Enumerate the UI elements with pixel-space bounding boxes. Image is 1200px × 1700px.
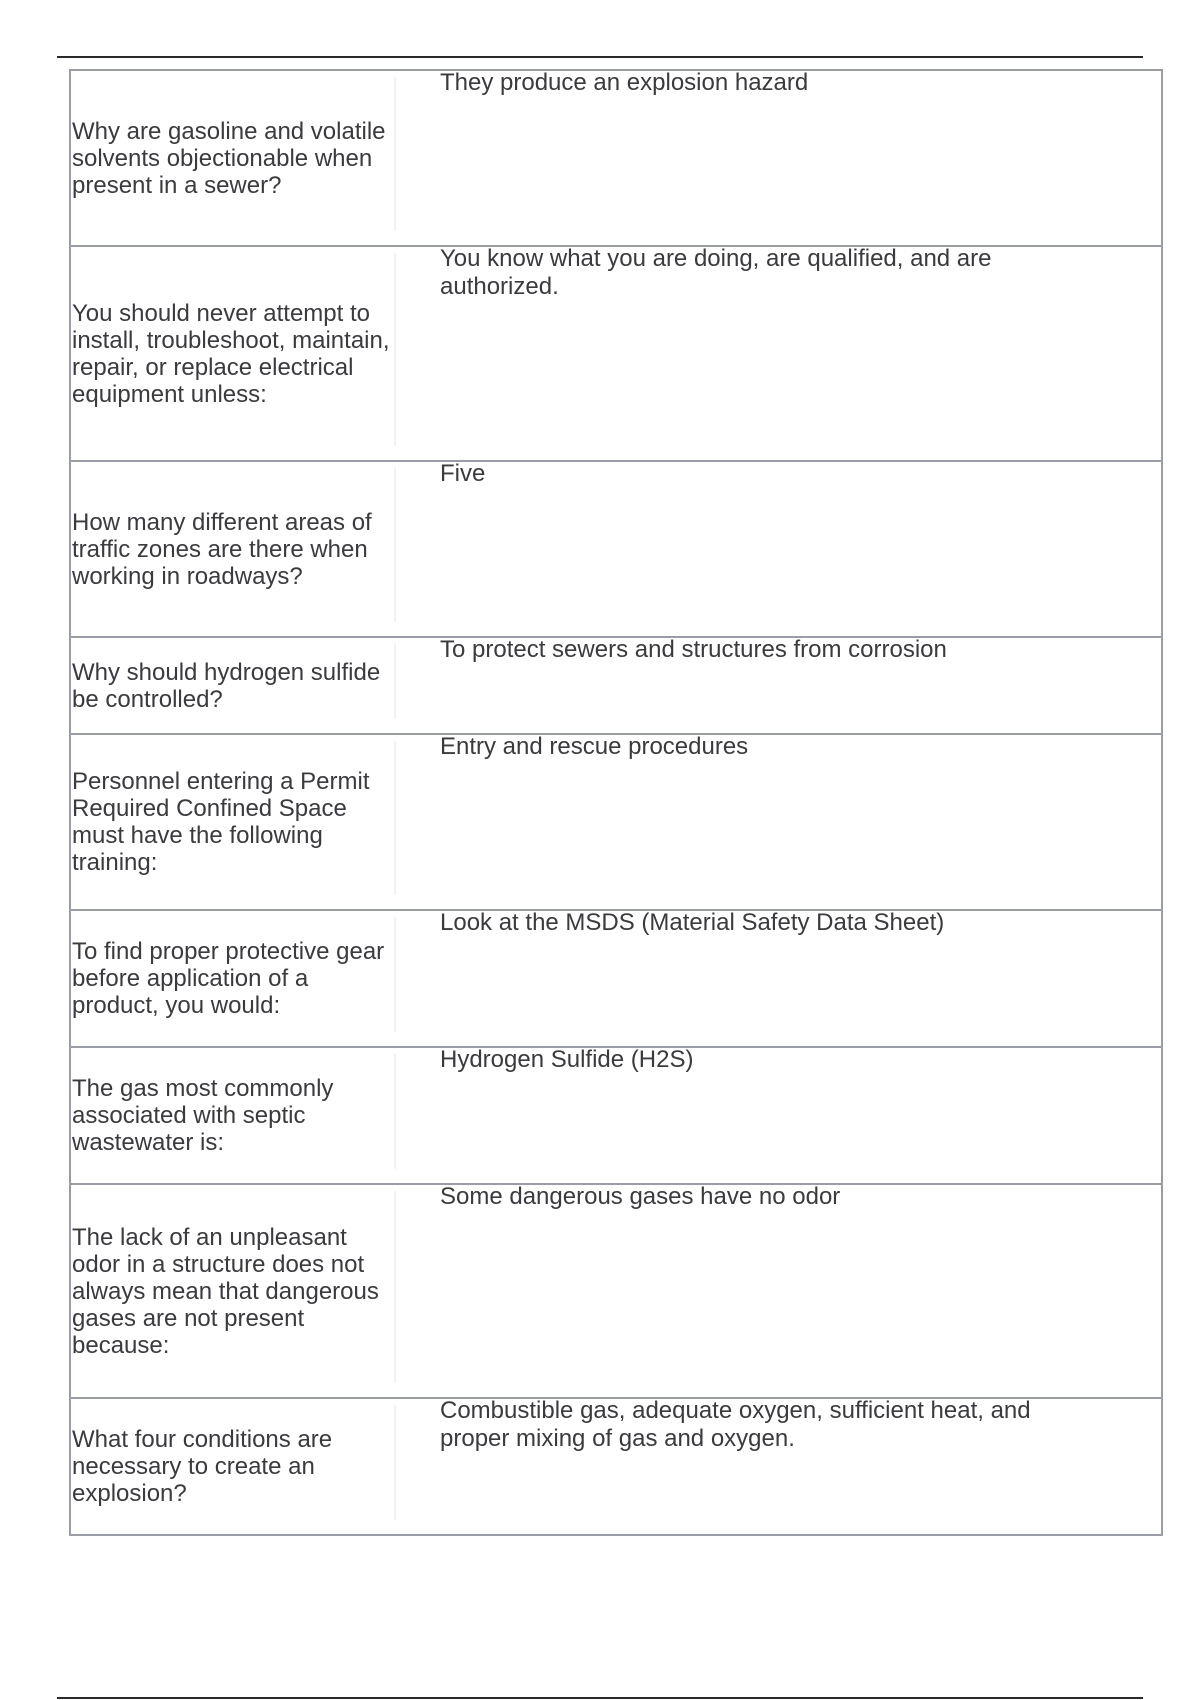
flashcard-question: The gas most commonly associated with septic wastewater is: bbox=[72, 1075, 334, 1156]
flashcard-question: Personnel entering a Permit Required Confined Space must have the following training: bbox=[72, 768, 370, 876]
flashcard-row bbox=[71, 247, 1161, 462]
flashcard-answer-text: Hydrogen Sulfide (H2S) bbox=[440, 1046, 694, 1073]
flashcard-row bbox=[71, 1048, 1161, 1185]
top-rule bbox=[57, 56, 1143, 58]
flashcard-answer-text: To protect sewers and structures from corrosion bbox=[440, 636, 947, 663]
flashcard-answer bbox=[396, 247, 1161, 460]
flashcard-row bbox=[71, 911, 1161, 1048]
flashcard-row bbox=[71, 735, 1161, 911]
flashcard-question: Why are gasoline and volatile solvents objectionable when present in a sewer? bbox=[72, 117, 386, 199]
flashcard-question: The lack of an unpleasant odor in a structure does not always mean that dangerous gases are not present because: bbox=[72, 1223, 379, 1359]
flashcard-row bbox=[71, 1399, 1161, 1534]
flashcard-answer bbox=[396, 462, 1161, 636]
flashcard-answer bbox=[396, 735, 1161, 909]
flashcard-question: How many different areas of traffic zones are there when working in roadways? bbox=[72, 508, 372, 590]
flashcard-answer-text: Entry and rescue procedures bbox=[440, 733, 749, 760]
flashcard-row bbox=[71, 71, 1161, 247]
flashcard-answer-text: Combustible gas, adequate oxygen, sufficient heat, and proper mixing of gas and oxygen. bbox=[440, 1397, 1031, 1452]
flashcard-answer bbox=[396, 1399, 1161, 1534]
flashcard-answer-text: Some dangerous gases have no odor bbox=[440, 1183, 841, 1210]
flashcard-answer bbox=[396, 1048, 1161, 1183]
flashcard-row bbox=[71, 1185, 1161, 1399]
flashcard-question: What four conditions are necessary to create an explosion? bbox=[72, 1426, 333, 1507]
flashcard-question: Why should hydrogen sulfide be controlled? bbox=[72, 658, 381, 713]
flashcard-answer bbox=[396, 911, 1161, 1046]
flashcard-answer-text: Look at the MSDS (Material Safety Data Sheet) bbox=[440, 909, 945, 936]
flashcard-question: You should never attempt to install, troubleshoot, maintain, repair, or replace electrical equipment unless: bbox=[72, 299, 390, 408]
flashcard-row bbox=[71, 638, 1161, 735]
flashcard-answer bbox=[396, 638, 1161, 733]
flashcard-answer-text: You know what you are doing, are qualified, and are authorized. bbox=[440, 245, 992, 300]
bottom-rule bbox=[57, 1697, 1143, 1699]
flashcard-answer-text: They produce an explosion hazard bbox=[440, 69, 809, 96]
flashcard-answer bbox=[396, 71, 1161, 245]
flashcard-row bbox=[71, 462, 1161, 638]
flashcard-answer bbox=[396, 1185, 1161, 1397]
flashcard-question: To find proper protective gear before application of a product, you would: bbox=[72, 938, 385, 1019]
flashcard-answer-text: Five bbox=[440, 460, 486, 487]
flashcard-table bbox=[69, 69, 1163, 1536]
